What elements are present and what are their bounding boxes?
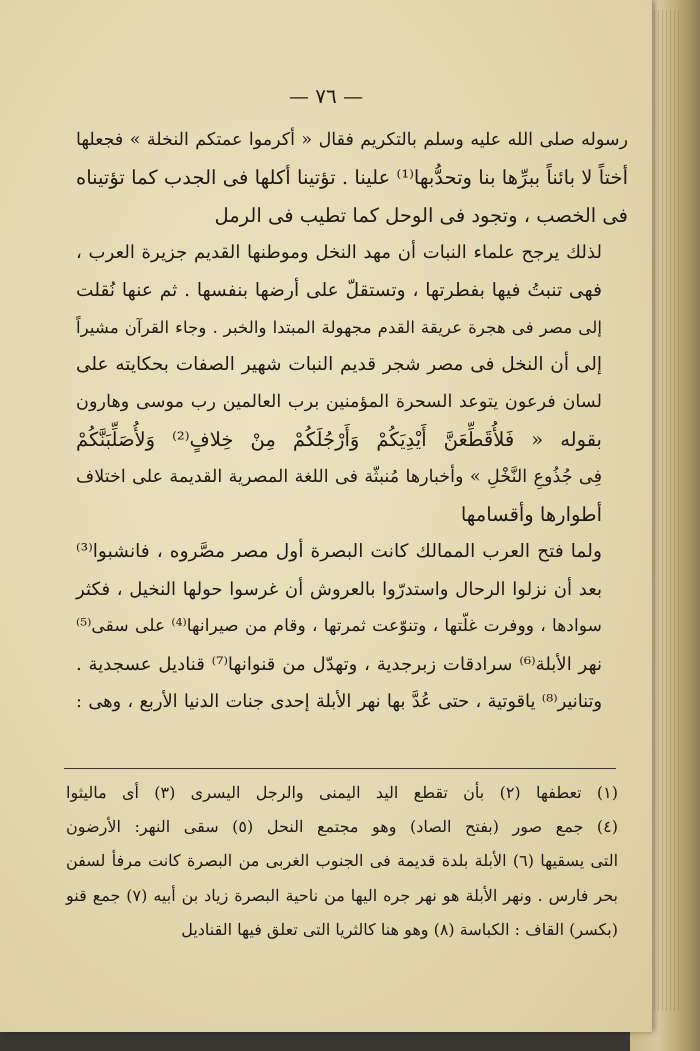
text-line: بعد أن نزلوا الرحال واستدرّوا بالعروش أن غرسوا حولها النخيل ، فكثر [76, 578, 602, 600]
footnote-line: (١) تعطفها (٢) بأن تقطع اليد اليمنى والرجل اليسرى (٣) أى ماليثوا [66, 783, 619, 802]
text-line: إلى مصر فى هجرة عريقة القدم مجهولة المبتدا والخبر . وجاء القرآن مشيراً [76, 317, 602, 338]
footnote-line: بحر فارس . ونهر الأبلة هو نهر جره اليها من ناحية البصرة زياد بن أبيه (٧) جمع قنو [66, 885, 619, 905]
footnote-line: (٤) جمع صور (بفتح الصاد) وهو مجتمع النحل (٥) سقى النهر: الأرضون [66, 817, 618, 837]
text-line: سوادها ، ووفرت غلّتها ، وتنوّعت ثمرتها ، وقام من صيرانها⁽⁴⁾ على سقى⁽⁵⁾ [76, 616, 602, 637]
text-line: فهى تنبتُ فيها بفطرتها ، وتستقلّ على أرضها بنفسها . ثم عنها نُقلت [76, 279, 602, 301]
text-line: أختاً لا بائناً ببرِّها بنا وتحدُّبها⁽¹⁾ علينا . تؤتينا أكلها فى الجدب كما تؤتيناه [76, 166, 628, 190]
paragraph-3 [76, 533, 628, 720]
paragraph-2 [76, 234, 628, 533]
text-line: نهر الأبلة⁽⁶⁾ سرادقات زبرجدية ، وتهدّل من قنوانها⁽⁷⁾ قناديل عسجدية . [76, 653, 602, 675]
paragraph-1 [76, 122, 628, 234]
page-number: — ٧٦ — [288, 84, 364, 108]
text-line: أطوارها وأقسامها [460, 503, 602, 527]
text-line: رسوله صلى الله عليه وسلم بالتكريم فقال « أكرموا عمتكم النخلة » فجعلها [76, 130, 628, 150]
text-line: إلى أن النخل فى مصر شجر قديم النبات شهير الصفات بحكايته على [76, 354, 602, 376]
text-line: فِى جُذُوعِ النَّخْلِ » وأخبارها مُنبثّة فى اللغة المصرية القديمة على اختلاف [76, 466, 602, 487]
footnote-line: (بكسر) القاف : الكباسة (٨) وهو هنا كالثريا التى تعلق فيها القناديل [181, 919, 618, 939]
text-line: لسان فرعون يتوعد السحرة المؤمنين برب العالمين رب موسى وهارون [76, 391, 602, 412]
text-line: لذلك يرجح علماء النبات أن مهد النخل وموطنها القديم جزيرة العرب ، [76, 242, 602, 264]
main-text [76, 122, 628, 721]
footnote-line: التى يسقيها (٦) الأبلة بلدة قديمة فى الجنوب الغربى من البصرة كانت مرفأ لسفن [66, 851, 619, 871]
text-line: فى الخصب ، وتجود فى الوحل كما تطيب فى الرمل [214, 203, 628, 227]
text-line: وتنانير⁽⁸⁾ ياقوتية ، حتى عُدَّ بها نهر الأبلة إحدى جنات الدنيا الأربع ، وهى : [76, 691, 602, 713]
text-line: بقوله « فَلأُقَطِّعَنَّ أَيْدِيَكُمْ وَأَرْجُلَكُمْ مِنْ خِلافٍ⁽²⁾ وَلأُصَلِّبَنَّكُمْ [76, 428, 602, 452]
text-line: ولما فتح العرب الممالك كانت البصرة أول مصر مصَّروه ، فانشبوا⁽³⁾ [76, 541, 602, 563]
footnotes [66, 776, 618, 947]
footnote-divider [64, 768, 616, 769]
